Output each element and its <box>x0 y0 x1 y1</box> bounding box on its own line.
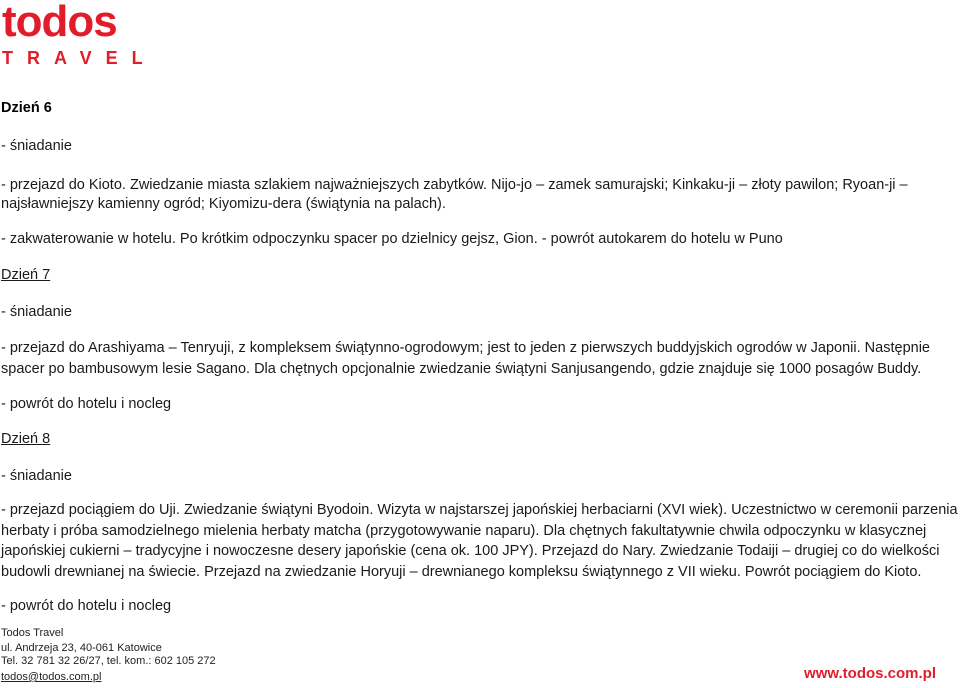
day-6-title: Dzień 6 <box>1 100 52 116</box>
footer-company: Todos Travel <box>1 627 64 639</box>
day-8-line-2: herbaty i próba samodzielnego mielenia herbaty matcha (przygotowywanie naparu). Dla chętnych fakultatywnie chwila odpoczynku w klasycznej <box>1 523 927 539</box>
day-7-breakfast: - śniadanie <box>1 304 72 320</box>
day-8-line-5: - powrót do hotelu i nocleg <box>1 598 172 614</box>
day-8-breakfast: - śniadanie <box>1 468 72 484</box>
day-7-line-2: spacer po bambusowym lesie Sagano. Dla chętnych opcjonalnie zwiedzanie świątyni Sanjusangendo, gdzie znajduje się 1000 posagów Buddy. <box>1 361 922 377</box>
logo-wordmark: todos <box>2 0 117 46</box>
day-8-line-1: - przejazd pociągiem do Uji. Zwiedzanie świątyni Byodoin. Wizyta w najstarszej japońskiej herbaciarni (XVI wiek). Uczestnictwo w ceremonii parzenia <box>1 502 958 518</box>
day-7-line-1: - przejazd do Arashiyama – Tenryuji, z kompleksem świątynno-ogrodowym; jest to jeden z pierwszych buddyjskich ogrodów w Japonii. Następnie <box>1 340 930 356</box>
day-7-title: Dzień 7 <box>1 267 51 283</box>
footer-email-wrapper <box>1 670 101 684</box>
day-6-line-3: - zakwaterowanie w hotelu. Po krótkim odpoczynku spacer po dzielnicy gejsz, Gion. - powrót autokarem do hotelu w Puno <box>1 231 783 247</box>
day-6-line-2: najsławniejszy kamienny ogród; Kiyomizu-dera (świątynia na palach). <box>1 196 446 212</box>
footer-email-link[interactable]: todos@todos.com.pl <box>1 671 102 683</box>
logo-subtitle: TRAVEL <box>2 48 157 68</box>
day-6-breakfast: - śniadanie <box>1 138 72 154</box>
todos-travel-logo <box>0 0 157 70</box>
day-8-title: Dzień 8 <box>1 431 51 447</box>
day-8-line-3: japońskiej cukierni – tradycyjne i nowoczesne desery japońskie (cena ok. 100 JPY). Przejazd do Nary. Zwiedzanie Todaiji – drugiej co do wielkości <box>1 543 940 559</box>
day-6-line-1: - przejazd do Kioto. Zwiedzanie miasta szlakiem najważniejszych zabytków. Nijo-jo – zamek samurajski; Kinkaku-ji – złoty pawilon; Ryoan-ji – <box>1 177 908 193</box>
website-link[interactable]: www.todos.com.pl <box>804 665 936 682</box>
footer-phone: Tel. 32 781 32 26/27, tel. kom.: 602 105 272 <box>1 655 216 667</box>
day-8-line-4: budowli drewnianej na świecie. Przejazd na zwiedzanie Horyuji – drewnianego kompleksu świątynnego z VII wieku. Powrót pociągiem do Kioto. <box>1 564 922 580</box>
footer-address: ul. Andrzeja 23, 40-061 Katowice <box>1 642 162 654</box>
day-7-line-3: - powrót do hotelu i nocleg <box>1 396 172 412</box>
